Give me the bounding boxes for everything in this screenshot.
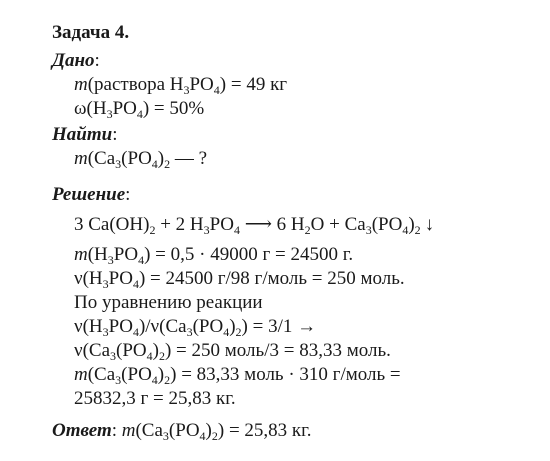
solution-line-7: 25832,3 г = 25,83 кг. (74, 388, 236, 409)
find-label: Найти (52, 124, 113, 145)
solution-heading: Решение: (52, 184, 131, 205)
precipitate-arrow: ↓ (424, 214, 435, 235)
given-heading: Дано: (52, 50, 100, 71)
solution-line-6: $m(Ca_3(PO_4)_2) = 83,33$ моль · 310 г/моль = (74, 364, 401, 387)
given-label: Дано (52, 50, 95, 71)
solution-line-5: $\nu(Ca_3(PO_4)_2) = 250$ моль/3 = 83,33 моль. (74, 340, 391, 363)
given-mass-fraction: $\omega(H_3PO_4) = 50\%$ (74, 98, 205, 121)
solution-label: Решение (52, 184, 126, 205)
reaction-equation: 3 $Ca(OH)_2 + 2$ $H_3PO_4$ ⟶ 6 $H_2O + Ca_3(PO_4)_2$ ↓ (74, 214, 435, 237)
answer-label: Ответ (52, 420, 112, 441)
task-title: Задача 4. (52, 22, 130, 43)
solution-line-3: По уравнению реакции (74, 292, 263, 313)
solution-line-4: $\nu(H_3PO_4)/\nu(Ca_3(PO_4)_2) = 3/1$ → (74, 316, 317, 339)
find-heading: Найти: (52, 124, 118, 145)
find-target: $m(Ca_3(PO_4)_2$ — ? (74, 148, 208, 171)
solution-line-1: $m(H_3PO_4) = 0,5 \cdot 49000$ г = 24500 г. (74, 244, 354, 267)
solution-line-2: $\nu(H_3PO_4) = 24500$ г/98 г/моль = 250 моль. (74, 268, 405, 291)
given-solution-mass: m(раствора $H_3PO_4) = 49$ кг (74, 74, 288, 97)
answer-line: Ответ: $m(Ca_3(PO_4)_2) = 25,83$ кг. (52, 420, 312, 443)
